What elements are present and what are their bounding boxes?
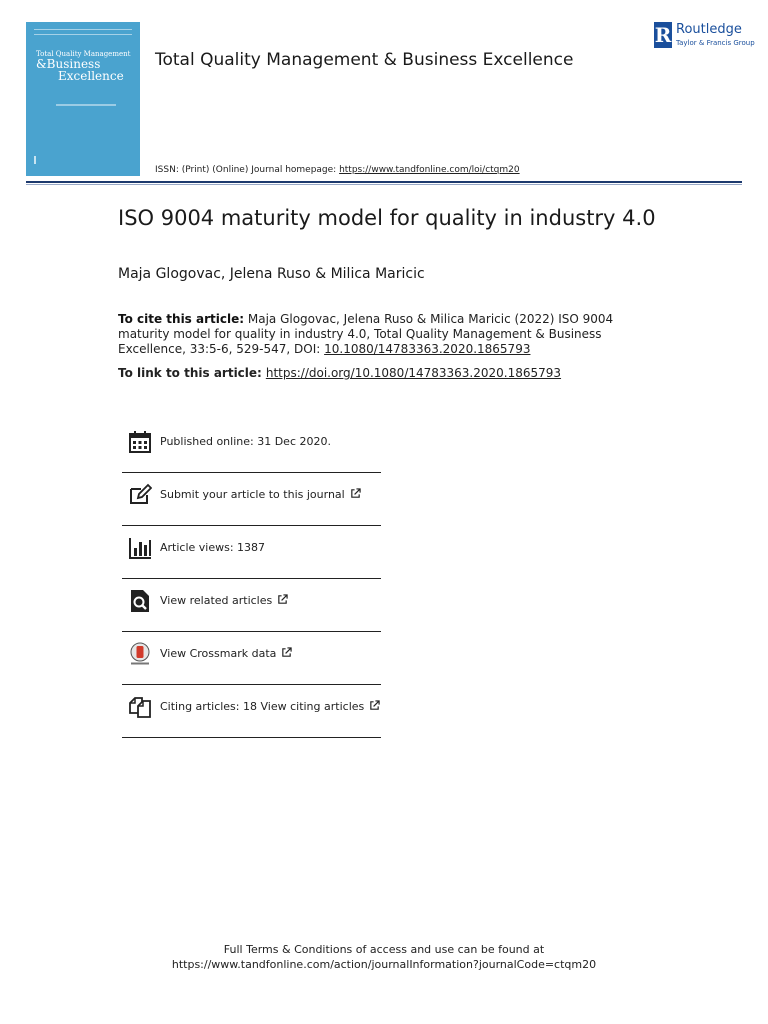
publisher-name: Routledge (676, 22, 742, 37)
journal-homepage-link[interactable]: https://www.tandfonline.com/loi/ctqm20 (339, 165, 520, 175)
submit-article-link[interactable] (160, 488, 361, 501)
footer-terms-link[interactable]: https://www.tandfonline.com/action/journalInformation?journalCode=ctqm20 (171, 958, 597, 971)
article-link-block (118, 366, 678, 381)
citing-pages-icon (128, 695, 152, 719)
related-articles-link[interactable] (160, 594, 288, 607)
routledge-logo-icon: R (654, 23, 672, 47)
header-divider-thin (26, 184, 742, 185)
external-link-icon (350, 488, 361, 499)
cover-publisher-logo (34, 156, 64, 164)
info-crossmark[interactable] (122, 632, 381, 685)
article-title: ISO 9004 maturity model for quality in industry 4.0 (118, 206, 656, 230)
cite-text: Maja Glogovac, Jelena Ruso & Milica Maricic (2022) ISO 9004 maturity model for quality in industry 4.0, Total Quality Management & Business Excellence, 33:5-6, 529-547, DOI: (118, 312, 614, 356)
crossmark-link[interactable] (160, 647, 292, 660)
submit-pencil-icon (128, 483, 152, 507)
publisher-tagline: Taylor & Francis Group (676, 39, 755, 47)
external-link-icon (277, 594, 288, 605)
crossmark-icon (128, 642, 152, 666)
info-article-views (122, 526, 381, 579)
citation-block (118, 312, 638, 357)
cover-decoration (34, 29, 132, 35)
footer-terms-text: Full Terms & Conditions of access and use can be found at (223, 943, 545, 956)
citing-articles-label: Citing articles: 18 View citing articles (160, 700, 365, 713)
article-info-list (122, 420, 381, 738)
article-views-text: Article views: 1387 (160, 541, 266, 554)
published-date-text: Published online: 31 Dec 2020. (160, 435, 331, 448)
publisher-logo[interactable] (654, 22, 755, 50)
crossmark-label: View Crossmark data (160, 647, 277, 660)
cite-doi-link[interactable]: 10.1080/14783363.2020.1865793 (324, 342, 531, 356)
external-link-icon (369, 700, 380, 711)
cover-title-line1: Total Quality Management (36, 50, 131, 58)
external-link-icon (281, 647, 292, 658)
header-divider (26, 181, 742, 183)
related-articles-label: View related articles (160, 594, 273, 607)
issn-text: ISSN: (Print) (Online) Journal homepage: (155, 165, 340, 175)
bar-chart-icon (128, 536, 152, 560)
article-doi-link[interactable]: https://doi.org/10.1080/14783363.2020.1865793 (265, 366, 562, 380)
info-citing-articles[interactable] (122, 685, 381, 738)
submit-article-label: Submit your article to this journal (160, 488, 345, 501)
info-related-articles[interactable] (122, 579, 381, 632)
cover-title-line3: Excellence (58, 69, 124, 83)
article-authors: Maja Glogovac, Jelena Ruso & Milica Maricic (118, 266, 425, 282)
calendar-icon (128, 430, 152, 454)
cover-title-line2: &Business (36, 57, 101, 71)
cite-label: To cite this article: (118, 312, 245, 326)
journal-cover-image (26, 22, 140, 176)
journal-title: Total Quality Management & Business Excellence (155, 50, 574, 70)
citing-articles-link[interactable] (160, 700, 380, 713)
info-published (122, 420, 381, 473)
cover-editor-line (56, 104, 116, 106)
issn-line (155, 165, 520, 175)
related-search-icon (128, 589, 152, 613)
link-label: To link to this article: (118, 366, 262, 380)
info-submit-article[interactable] (122, 473, 381, 526)
